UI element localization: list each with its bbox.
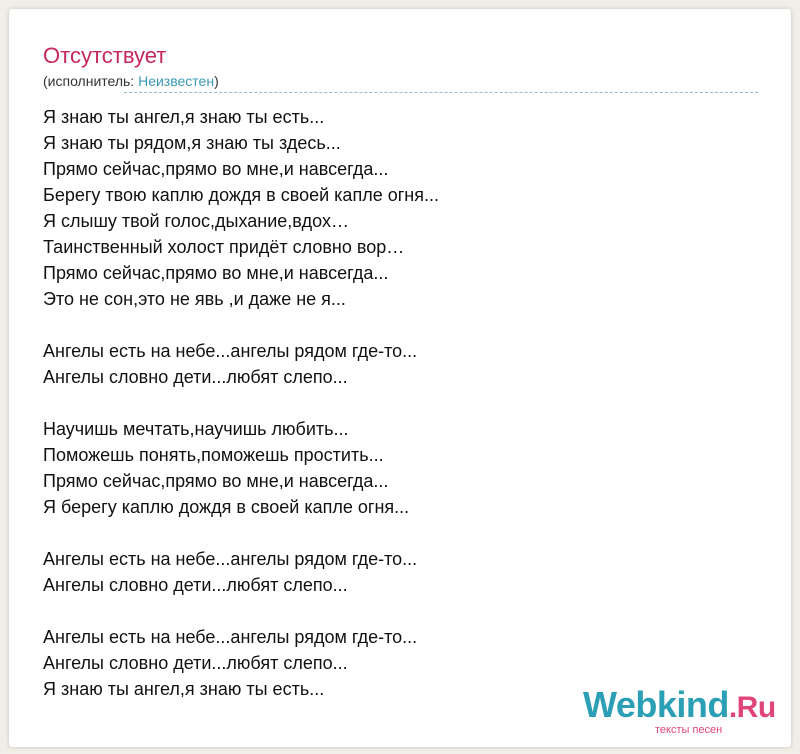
lyric-line: Ангелы словно дети...любят слепо... (43, 367, 348, 387)
lyric-line: Поможешь понять,поможешь простить... (43, 445, 384, 465)
lyric-line: Ангелы есть на небе...ангелы рядом где-то... (43, 549, 418, 569)
lyric-line: Я знаю ты рядом,я знаю ты здесь... (43, 133, 341, 153)
lyric-line: Ангелы словно дети...любят слепо... (43, 575, 348, 595)
artist-prefix: (исполнитель: (43, 73, 139, 89)
lyric-line: Научишь мечтать,научишь любить... (43, 419, 349, 439)
lyrics-body (43, 104, 763, 728)
lyric-line: Ангелы словно дети...любят слепо... (43, 653, 348, 673)
lyric-line: Это не сон,это не явь ,и даже не я... (43, 289, 346, 309)
lyric-line: Прямо сейчас,прямо во мне,и навсегда... (43, 159, 389, 179)
site-logo[interactable] (583, 685, 783, 735)
artist-suffix: ) (214, 73, 219, 89)
lyric-line: Прямо сейчас,прямо во мне,и навсегда... (43, 263, 389, 283)
logo-domain-text: .Ru (728, 691, 776, 724)
lyrics-stanza (43, 338, 763, 390)
song-title: Отсутствует (43, 43, 167, 68)
lyric-line: Я слышу твой голос,дыхание,вдох… (43, 211, 349, 231)
lyric-line: Я берегу каплю дождя в своей капле огня... (43, 497, 410, 517)
artist-link[interactable]: Неизвестен (138, 73, 215, 89)
logo-tagline: тексты песен (655, 724, 723, 736)
page-card (9, 9, 791, 747)
lyric-line: Я знаю ты ангел,я знаю ты есть... (43, 679, 325, 699)
logo-wordmark (583, 685, 776, 728)
lyric-line: Я знаю ты ангел,я знаю ты есть... (43, 107, 325, 127)
lyrics-stanza (43, 416, 763, 520)
lyrics-stanza (43, 104, 763, 312)
lyric-line: Берегу твою каплю дождя в своей капле огня... (43, 185, 439, 205)
lyric-line: Ангелы есть на небе...ангелы рядом где-то... (43, 341, 418, 361)
lyrics-stanza (43, 546, 763, 598)
header-divider (124, 92, 758, 93)
lyric-line: Ангелы есть на небе...ангелы рядом где-то... (43, 627, 418, 647)
lyric-line: Прямо сейчас,прямо во мне,и навсегда... (43, 471, 389, 491)
logo-main-text: Webkind (583, 684, 729, 725)
lyric-line: Таинственный холост придёт словно вор… (43, 237, 405, 257)
artist-line (43, 72, 219, 90)
